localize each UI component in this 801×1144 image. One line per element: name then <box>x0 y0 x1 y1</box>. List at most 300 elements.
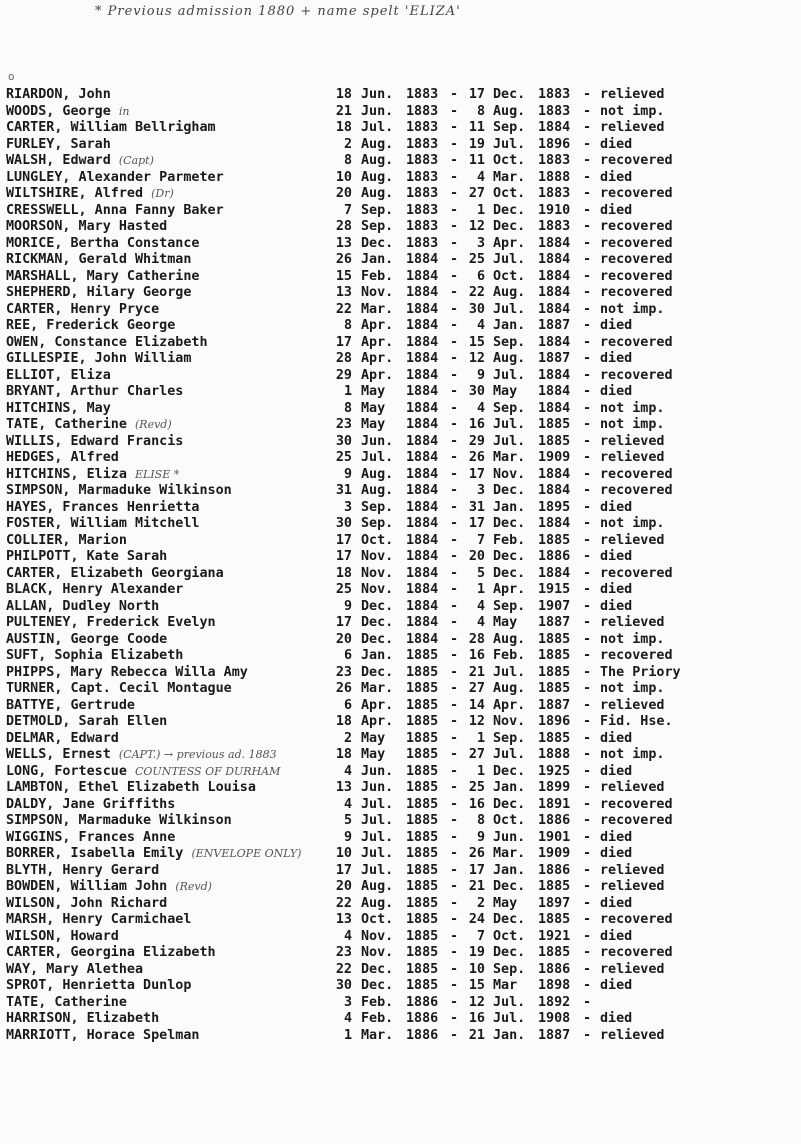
patient-name: TATE, Catherine <box>6 417 127 432</box>
discharge-day: 1 <box>476 763 485 779</box>
outcome: not imp. <box>600 631 665 647</box>
discharge-month: Dec. <box>493 87 526 102</box>
admission-day: 18 <box>335 87 352 102</box>
admission-day: 18 <box>335 714 352 729</box>
patient-name: HITCHINS, Eliza <box>6 466 127 482</box>
discharge-month: Sep. <box>493 120 526 135</box>
discharge-day: 16 <box>468 796 485 812</box>
admission-month: Aug. <box>361 895 394 911</box>
admission-year: 1885 <box>406 829 439 845</box>
admission-year: 1885 <box>406 763 439 779</box>
patient-name-cell <box>6 434 191 451</box>
admission-year: 1883 <box>406 186 439 201</box>
admission-month: Nov. <box>361 549 394 564</box>
patient-name-cell <box>6 566 232 583</box>
admission-year: 1883 <box>406 120 439 135</box>
register-row <box>6 153 796 170</box>
admission-day: 17 <box>335 615 352 630</box>
separator-dash: - <box>450 87 459 102</box>
admission-month: Dec. <box>361 961 394 977</box>
discharge-month: Jul. <box>493 433 526 449</box>
discharge-year: 1898 <box>538 978 571 993</box>
discharge-year: 1885 <box>538 730 571 746</box>
discharge-year: 1884 <box>538 235 571 251</box>
separator-dash: - <box>583 961 592 977</box>
separator-dash: - <box>450 664 459 680</box>
outcome: recovered <box>600 796 673 812</box>
separator-dash: - <box>450 813 459 828</box>
separator-dash: - <box>583 879 592 894</box>
admission-month: Jul. <box>361 120 394 135</box>
patient-name: BATTYE, Gertrude <box>6 697 135 713</box>
admission-year: 1883 <box>406 202 439 218</box>
discharge-day: 14 <box>468 697 485 713</box>
separator-dash: - <box>450 1011 459 1026</box>
discharge-day: 17 <box>468 516 485 531</box>
admission-year: 1885 <box>406 928 439 944</box>
register-row <box>6 252 796 269</box>
patient-name: AUSTIN, George Coode <box>6 631 168 647</box>
admission-month: Nov. <box>361 945 394 960</box>
discharge-year: 1907 <box>538 598 571 614</box>
outcome: relieved <box>600 961 665 977</box>
separator-dash: - <box>450 367 459 383</box>
register-row <box>6 401 796 418</box>
outcome: not imp. <box>600 301 665 317</box>
separator-dash: - <box>583 631 592 647</box>
separator-dash: - <box>450 763 459 779</box>
separator-dash: - <box>583 598 592 614</box>
outcome: died <box>600 829 633 845</box>
register-row <box>6 351 796 368</box>
discharge-year: 1888 <box>538 169 571 185</box>
separator-dash: - <box>450 565 459 581</box>
admission-year: 1885 <box>406 862 439 878</box>
discharge-year: 1884 <box>538 301 571 317</box>
discharge-day: 25 <box>468 252 485 267</box>
admission-day: 3 <box>343 994 352 1010</box>
outcome: died <box>600 384 633 399</box>
discharge-month: Oct. <box>493 813 526 828</box>
discharge-month: Jul. <box>493 136 526 152</box>
patient-name: BORRER, Isabella Emily <box>6 846 184 861</box>
patient-name: LONG, Fortescue <box>6 763 127 779</box>
patient-name-cell <box>6 153 154 170</box>
patient-name-cell <box>6 516 208 533</box>
register-list <box>6 87 796 1044</box>
admission-month: May <box>361 400 386 416</box>
separator-dash: - <box>450 301 459 317</box>
header-handwritten-note: * Previous admission 1880 + name spelt 'ELIZA' <box>95 4 461 19</box>
patient-name: RICKMAN, Gerald Whitman <box>6 252 192 267</box>
separator-dash: - <box>450 136 459 152</box>
register-row <box>6 483 796 500</box>
admission-year: 1883 <box>406 87 439 102</box>
register-row <box>6 615 796 632</box>
discharge-day: 30 <box>468 301 485 317</box>
separator-dash: - <box>450 730 459 746</box>
patient-name-cell <box>6 1028 208 1045</box>
discharge-day: 4 <box>476 318 485 333</box>
admission-day: 25 <box>335 450 352 465</box>
patient-name-cell <box>6 219 175 236</box>
register-row <box>6 632 796 649</box>
discharge-year: 1885 <box>538 631 571 647</box>
patient-name-cell <box>6 285 200 302</box>
register-row <box>6 731 796 748</box>
discharge-month: Dec. <box>493 763 526 779</box>
discharge-month: Jan. <box>493 1027 526 1043</box>
discharge-year: 1891 <box>538 796 571 812</box>
patient-name-cell <box>6 351 200 368</box>
discharge-day: 11 <box>468 120 485 135</box>
separator-dash: - <box>450 483 459 498</box>
outcome: recovered <box>600 912 673 927</box>
register-row <box>6 830 796 847</box>
discharge-year: 1885 <box>538 945 571 960</box>
register-row <box>6 813 796 830</box>
discharge-month: Oct. <box>493 186 526 201</box>
admission-day: 2 <box>343 730 352 746</box>
discharge-day: 6 <box>476 268 485 284</box>
admission-month: Jul. <box>361 829 394 845</box>
separator-dash: - <box>450 103 459 119</box>
patient-name-cell <box>6 995 135 1012</box>
admission-month: Dec. <box>361 615 394 630</box>
outcome: recovered <box>600 565 673 581</box>
discharge-year: 1910 <box>538 202 571 218</box>
separator-dash: - <box>450 153 459 168</box>
handwritten-annotation: (CAPT.) → previous ad. 1883 <box>118 748 277 761</box>
patient-name: MARSHALL, Mary Catherine <box>6 268 200 284</box>
admission-day: 4 <box>343 928 352 944</box>
outcome: relieved <box>600 87 665 102</box>
register-row <box>6 516 796 533</box>
separator-dash: - <box>583 87 592 102</box>
discharge-day: 15 <box>468 334 485 350</box>
admission-day: 8 <box>343 318 352 333</box>
discharge-year: 1885 <box>538 879 571 894</box>
separator-dash: - <box>583 219 592 234</box>
separator-dash: - <box>450 714 459 729</box>
admission-month: Jun. <box>361 433 394 449</box>
discharge-day: 20 <box>468 549 485 564</box>
discharge-year: 1909 <box>538 450 571 465</box>
separator-dash: - <box>583 417 592 432</box>
patient-name: LAMBTON, Ethel Elizabeth Louisa <box>6 780 256 795</box>
discharge-day: 19 <box>468 136 485 152</box>
admission-month: Apr. <box>361 318 394 333</box>
patient-name-cell <box>6 615 224 632</box>
discharge-day: 4 <box>476 169 485 185</box>
discharge-month: Dec. <box>493 516 526 531</box>
separator-dash: - <box>583 202 592 218</box>
patient-name: WILLIS, Edward Francis <box>6 433 184 449</box>
separator-dash: - <box>583 1027 592 1043</box>
discharge-day: 4 <box>476 615 485 630</box>
discharge-month: Jul. <box>493 747 526 762</box>
discharge-year: 1915 <box>538 582 571 597</box>
discharge-year: 1883 <box>538 103 571 119</box>
discharge-year: 1884 <box>538 384 571 399</box>
admission-day: 22 <box>335 301 352 317</box>
handwritten-annotation: COUNTESS OF DURHAM <box>135 764 281 778</box>
discharge-year: 1887 <box>538 318 571 333</box>
discharge-month: Mar. <box>493 169 526 185</box>
discharge-year: 1887 <box>538 615 571 630</box>
patient-name-cell <box>6 533 135 550</box>
patient-name: WALSH, Edward <box>6 153 111 168</box>
patient-name: BRYANT, Arthur Charles <box>6 384 184 399</box>
discharge-year: 1883 <box>538 186 571 201</box>
discharge-month: Jul. <box>493 994 526 1010</box>
discharge-year: 1908 <box>538 1011 571 1026</box>
register-row <box>6 384 796 401</box>
admission-year: 1885 <box>406 895 439 911</box>
patient-name: ALLAN, Dudley North <box>6 598 160 614</box>
admission-year: 1885 <box>406 912 439 927</box>
admission-month: Jul. <box>361 813 394 828</box>
outcome: recovered <box>600 813 673 828</box>
discharge-year: 1886 <box>538 549 571 564</box>
separator-dash: - <box>450 186 459 201</box>
admission-year: 1883 <box>406 103 439 119</box>
discharge-month: Mar. <box>493 846 526 861</box>
admission-day: 28 <box>335 219 352 234</box>
outcome: died <box>600 895 633 911</box>
patient-name-cell <box>6 648 191 665</box>
separator-dash: - <box>450 598 459 614</box>
discharge-month: Oct. <box>493 268 526 284</box>
separator-dash: - <box>583 681 592 696</box>
separator-dash: - <box>450 252 459 267</box>
patient-name-cell <box>6 186 174 203</box>
patient-name: PHILPOTT, Kate Sarah <box>6 549 168 564</box>
admission-day: 29 <box>335 367 352 383</box>
discharge-month: Nov. <box>493 466 526 482</box>
register-row <box>6 582 796 599</box>
separator-dash: - <box>583 945 592 960</box>
admission-month: Dec. <box>361 631 394 647</box>
register-row <box>6 186 796 203</box>
separator-dash: - <box>583 516 592 531</box>
admission-month: Nov. <box>361 582 394 597</box>
discharge-month: Jan. <box>493 780 526 795</box>
separator-dash: - <box>450 928 459 944</box>
patient-name-cell <box>6 104 129 121</box>
admission-day: 8 <box>343 153 352 168</box>
outcome: died <box>600 598 633 614</box>
discharge-month: Jul. <box>493 664 526 680</box>
admission-day: 28 <box>335 351 352 366</box>
patient-name-cell <box>6 698 143 715</box>
patient-name: CRESSWELL, Anna Fanny Baker <box>6 202 224 218</box>
discharge-year: 1896 <box>538 136 571 152</box>
discharge-year: 1885 <box>538 532 571 548</box>
discharge-month: Jan. <box>493 862 526 878</box>
admission-year: 1885 <box>406 961 439 977</box>
separator-dash: - <box>450 747 459 762</box>
separator-dash: - <box>583 582 592 597</box>
patient-name: MOORSON, Mary Hasted <box>6 219 168 234</box>
discharge-month: Oct. <box>493 928 526 944</box>
patient-name-cell <box>6 731 127 748</box>
discharge-month: Sep. <box>493 598 526 614</box>
discharge-day: 5 <box>476 565 485 581</box>
register-row <box>6 929 796 946</box>
discharge-month: Dec. <box>493 202 526 218</box>
patient-name-cell <box>6 665 256 682</box>
register-row <box>6 698 796 715</box>
admission-month: Aug. <box>361 153 394 168</box>
separator-dash: - <box>583 136 592 152</box>
outcome: not imp. <box>600 681 665 696</box>
discharge-month: Sep. <box>493 961 526 977</box>
register-row <box>6 599 796 616</box>
admission-month: Sep. <box>361 516 394 531</box>
discharge-month: Sep. <box>493 334 526 350</box>
admission-month: Jan. <box>361 252 394 267</box>
patient-name: BOWDEN, William John <box>6 879 168 894</box>
discharge-year: 1901 <box>538 829 571 845</box>
admission-year: 1885 <box>406 714 439 729</box>
outcome: recovered <box>600 252 673 267</box>
patient-name-cell <box>6 912 200 929</box>
patient-name: DETMOLD, Sarah Ellen <box>6 714 168 729</box>
outcome: died <box>600 730 633 746</box>
separator-dash: - <box>450 219 459 234</box>
patient-name-cell <box>6 846 301 863</box>
discharge-year: 1886 <box>538 813 571 828</box>
admission-day: 1 <box>343 1027 352 1043</box>
separator-dash: - <box>450 681 459 696</box>
admission-year: 1883 <box>406 169 439 185</box>
discharge-year: 1895 <box>538 499 571 515</box>
patient-name-cell <box>6 962 151 979</box>
discharge-year: 1885 <box>538 664 571 680</box>
discharge-day: 31 <box>468 499 485 515</box>
admission-day: 2 <box>343 136 352 152</box>
admission-year: 1884 <box>406 400 439 416</box>
discharge-day: 21 <box>468 664 485 680</box>
admission-year: 1884 <box>406 285 439 300</box>
admission-month: May <box>361 730 386 746</box>
outcome: recovered <box>600 466 673 482</box>
discharge-day: 22 <box>468 285 485 300</box>
admission-month: Dec. <box>361 664 394 680</box>
admission-year: 1886 <box>406 1027 439 1043</box>
discharge-day: 15 <box>468 978 485 993</box>
admission-day: 20 <box>335 631 352 647</box>
admission-month: Dec. <box>361 235 394 251</box>
admission-year: 1883 <box>406 235 439 251</box>
patient-name: WILTSHIRE, Alfred <box>6 186 144 201</box>
discharge-year: 1884 <box>538 483 571 498</box>
discharge-month: Dec. <box>493 565 526 581</box>
register-row <box>6 236 796 253</box>
patient-name: RIARDON, John <box>6 87 111 102</box>
separator-dash: - <box>583 268 592 284</box>
admission-year: 1884 <box>406 598 439 614</box>
patient-name: CARTER, Henry Pryce <box>6 301 160 317</box>
outcome: died <box>600 846 633 861</box>
separator-dash: - <box>450 631 459 647</box>
separator-dash: - <box>450 862 459 878</box>
patient-name: PULTENEY, Frederick Evelyn <box>6 615 216 630</box>
register-row <box>6 549 796 566</box>
separator-dash: - <box>450 318 459 333</box>
separator-dash: - <box>450 846 459 861</box>
discharge-day: 7 <box>476 928 485 944</box>
admission-month: Nov. <box>361 928 394 944</box>
patient-name: HAYES, Frances Henrietta <box>6 499 200 515</box>
discharge-day: 12 <box>468 351 485 366</box>
register-row <box>6 318 796 335</box>
admission-month: Jun. <box>361 103 394 119</box>
separator-dash: - <box>450 235 459 251</box>
separator-dash: - <box>450 516 459 531</box>
admission-day: 8 <box>343 400 352 416</box>
separator-dash: - <box>583 169 592 185</box>
admission-year: 1884 <box>406 615 439 630</box>
admission-day: 30 <box>335 433 352 449</box>
admission-month: Apr. <box>361 334 394 350</box>
admission-year: 1885 <box>406 796 439 812</box>
handwritten-annotation: (ENVELOPE ONLY) <box>191 847 302 860</box>
discharge-year: 1885 <box>538 681 571 696</box>
separator-dash: - <box>583 928 592 944</box>
separator-dash: - <box>583 483 592 498</box>
register-row <box>6 797 796 814</box>
admission-day: 23 <box>335 945 352 960</box>
handwritten-annotation: in <box>118 104 130 118</box>
discharge-month: Aug. <box>493 103 526 119</box>
admission-year: 1884 <box>406 433 439 449</box>
separator-dash: - <box>450 961 459 977</box>
discharge-day: 4 <box>476 598 485 614</box>
admission-month: Apr. <box>361 351 394 366</box>
patient-name: HEDGES, Alfred <box>6 450 119 465</box>
patient-name-cell <box>6 879 212 896</box>
admission-year: 1884 <box>406 549 439 564</box>
register-row <box>6 533 796 550</box>
register-row <box>6 137 796 154</box>
outcome: relieved <box>600 862 665 878</box>
patient-name: WILSON, Howard <box>6 928 119 944</box>
patient-name: CARTER, William Bellrigham <box>6 120 216 135</box>
discharge-month: Jul. <box>493 252 526 267</box>
discharge-year: 1892 <box>538 994 571 1010</box>
separator-dash: - <box>583 433 592 449</box>
admission-month: Jun. <box>361 87 394 102</box>
separator-dash: - <box>450 615 459 630</box>
separator-dash: - <box>583 978 592 993</box>
admission-year: 1884 <box>406 252 439 267</box>
discharge-day: 26 <box>468 450 485 465</box>
register-row <box>6 648 796 665</box>
admission-day: 6 <box>343 697 352 713</box>
patient-name-cell <box>6 1011 167 1028</box>
patient-name: MORICE, Bertha Constance <box>6 235 200 251</box>
admission-year: 1883 <box>406 153 439 168</box>
admission-day: 23 <box>335 417 352 432</box>
discharge-day: 9 <box>476 829 485 845</box>
admission-year: 1884 <box>406 301 439 317</box>
discharge-year: 1899 <box>538 780 571 795</box>
patient-name: CARTER, Elizabeth Georgiana <box>6 565 224 581</box>
discharge-month: Mar <box>493 978 518 993</box>
admission-day: 31 <box>335 483 352 498</box>
